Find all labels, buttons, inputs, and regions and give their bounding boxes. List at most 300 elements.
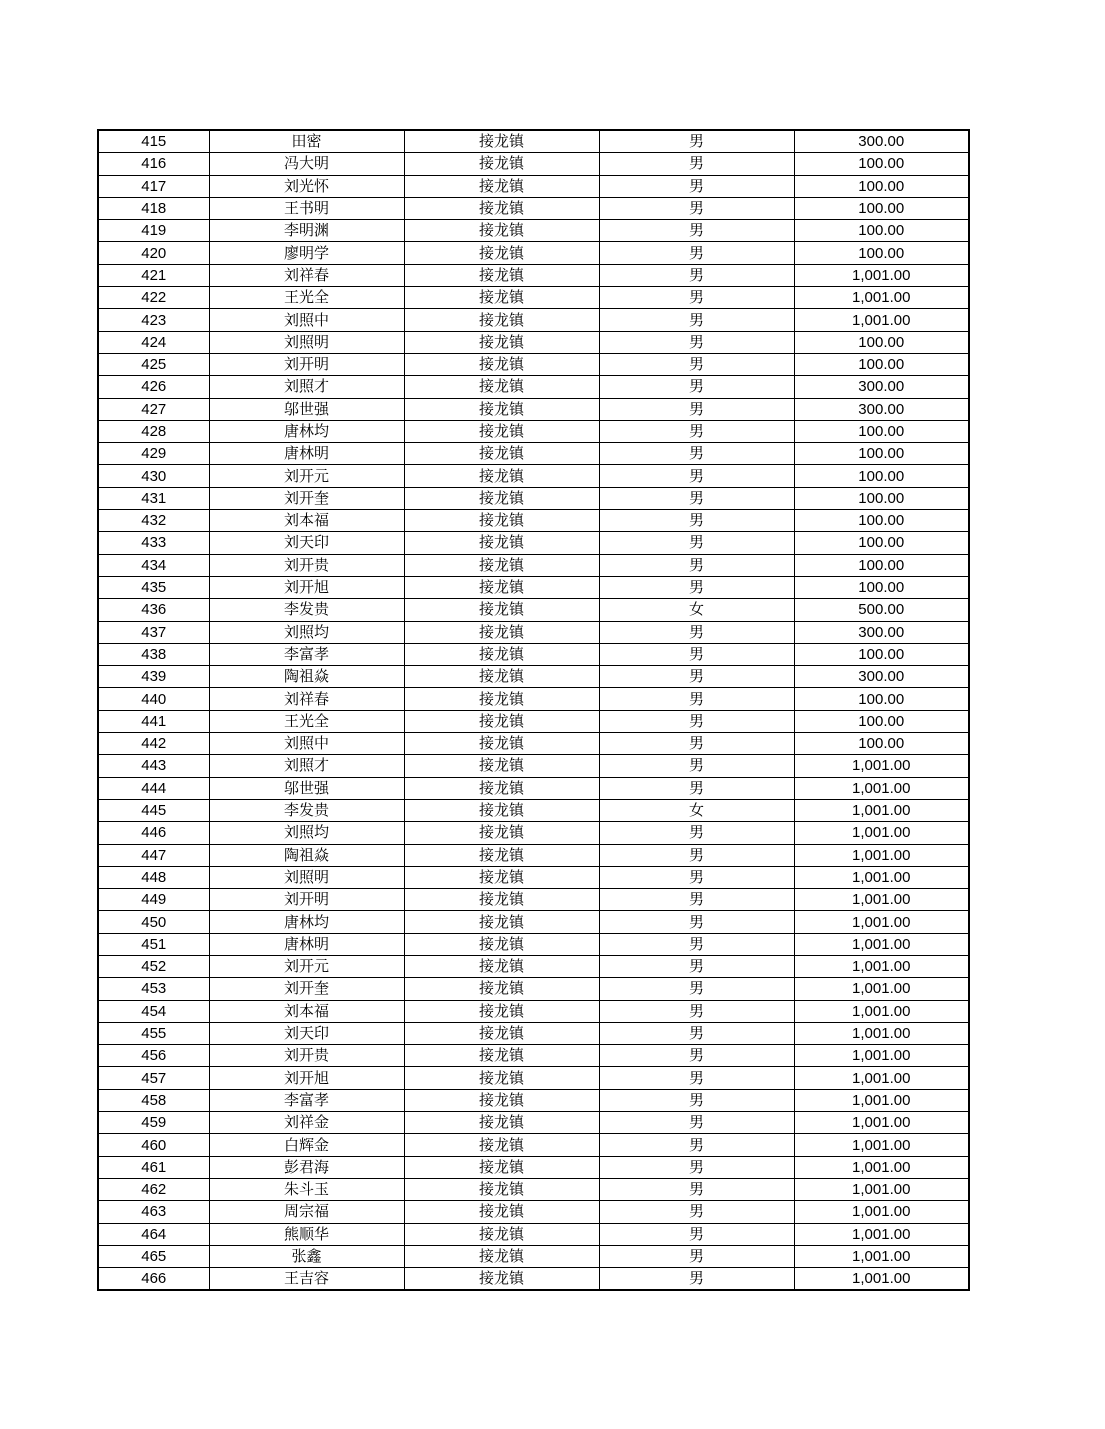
town-cell: 接龙镇 <box>404 309 599 331</box>
name-cell: 刘本福 <box>209 510 404 532</box>
amount-cell: 1,001.00 <box>794 799 969 821</box>
gender-cell: 男 <box>599 733 794 755</box>
name-cell: 冯大明 <box>209 153 404 175</box>
gender-cell: 男 <box>599 175 794 197</box>
name-cell: 刘照明 <box>209 331 404 353</box>
town-cell: 接龙镇 <box>404 264 599 286</box>
name-cell: 田密 <box>209 130 404 153</box>
table-row <box>98 1112 969 1134</box>
name-cell: 刘祥金 <box>209 1112 404 1134</box>
table-row <box>98 844 969 866</box>
town-cell: 接龙镇 <box>404 510 599 532</box>
row-number-cell: 457 <box>98 1067 209 1089</box>
town-cell: 接龙镇 <box>404 1201 599 1223</box>
table-row <box>98 777 969 799</box>
row-number-cell: 434 <box>98 554 209 576</box>
table-row <box>98 1223 969 1245</box>
row-number-cell: 431 <box>98 487 209 509</box>
name-cell: 刘照明 <box>209 866 404 888</box>
gender-cell: 男 <box>599 153 794 175</box>
amount-cell: 100.00 <box>794 532 969 554</box>
row-number-cell: 419 <box>98 220 209 242</box>
town-cell: 接龙镇 <box>404 688 599 710</box>
gender-cell: 男 <box>599 666 794 688</box>
row-number-cell: 420 <box>98 242 209 264</box>
town-cell: 接龙镇 <box>404 175 599 197</box>
town-cell: 接龙镇 <box>404 889 599 911</box>
gender-cell: 男 <box>599 889 794 911</box>
name-cell: 刘照中 <box>209 733 404 755</box>
row-number-cell: 458 <box>98 1089 209 1111</box>
row-number-cell: 462 <box>98 1178 209 1200</box>
table-row <box>98 688 969 710</box>
row-number-cell: 432 <box>98 510 209 532</box>
town-cell: 接龙镇 <box>404 621 599 643</box>
gender-cell: 男 <box>599 532 794 554</box>
gender-cell: 男 <box>599 353 794 375</box>
amount-cell: 1,001.00 <box>794 1000 969 1022</box>
table-row <box>98 822 969 844</box>
amount-cell: 100.00 <box>794 420 969 442</box>
name-cell: 刘照才 <box>209 755 404 777</box>
gender-cell: 男 <box>599 197 794 219</box>
amount-cell: 1,001.00 <box>794 264 969 286</box>
gender-cell: 男 <box>599 710 794 732</box>
row-number-cell: 417 <box>98 175 209 197</box>
gender-cell: 男 <box>599 777 794 799</box>
amount-cell: 300.00 <box>794 130 969 153</box>
name-cell: 李富孝 <box>209 1089 404 1111</box>
town-cell: 接龙镇 <box>404 1089 599 1111</box>
amount-cell: 100.00 <box>794 242 969 264</box>
row-number-cell: 422 <box>98 287 209 309</box>
row-number-cell: 418 <box>98 197 209 219</box>
town-cell: 接龙镇 <box>404 666 599 688</box>
table-row <box>98 220 969 242</box>
gender-cell: 男 <box>599 1268 794 1291</box>
amount-cell: 100.00 <box>794 710 969 732</box>
table-row <box>98 309 969 331</box>
table-row <box>98 242 969 264</box>
town-cell: 接龙镇 <box>404 398 599 420</box>
amount-cell: 1,001.00 <box>794 822 969 844</box>
gender-cell: 男 <box>599 1000 794 1022</box>
name-cell: 刘开奎 <box>209 487 404 509</box>
gender-cell: 男 <box>599 688 794 710</box>
town-cell: 接龙镇 <box>404 554 599 576</box>
row-number-cell: 447 <box>98 844 209 866</box>
name-cell: 刘开元 <box>209 465 404 487</box>
name-cell: 邬世强 <box>209 777 404 799</box>
amount-cell: 1,001.00 <box>794 1268 969 1291</box>
row-number-cell: 451 <box>98 933 209 955</box>
town-cell: 接龙镇 <box>404 1134 599 1156</box>
row-number-cell: 426 <box>98 376 209 398</box>
name-cell: 李明渊 <box>209 220 404 242</box>
row-number-cell: 435 <box>98 576 209 598</box>
name-cell: 刘祥春 <box>209 688 404 710</box>
name-cell: 刘开明 <box>209 889 404 911</box>
name-cell: 刘光怀 <box>209 175 404 197</box>
data-table <box>97 129 970 1291</box>
row-number-cell: 445 <box>98 799 209 821</box>
gender-cell: 男 <box>599 398 794 420</box>
gender-cell: 男 <box>599 465 794 487</box>
town-cell: 接龙镇 <box>404 978 599 1000</box>
amount-cell: 100.00 <box>794 510 969 532</box>
town-cell: 接龙镇 <box>404 287 599 309</box>
gender-cell: 男 <box>599 220 794 242</box>
gender-cell: 男 <box>599 287 794 309</box>
name-cell: 刘开旭 <box>209 1067 404 1089</box>
name-cell: 刘开旭 <box>209 576 404 598</box>
town-cell: 接龙镇 <box>404 242 599 264</box>
table-row <box>98 420 969 442</box>
name-cell: 李发贵 <box>209 599 404 621</box>
name-cell: 张鑫 <box>209 1245 404 1267</box>
amount-cell: 1,001.00 <box>794 955 969 977</box>
amount-cell: 1,001.00 <box>794 866 969 888</box>
table-row <box>98 1045 969 1067</box>
gender-cell: 男 <box>599 621 794 643</box>
table-row <box>98 1067 969 1089</box>
gender-cell: 男 <box>599 955 794 977</box>
table-row <box>98 1022 969 1044</box>
table-row <box>98 264 969 286</box>
table-row <box>98 130 969 153</box>
gender-cell: 男 <box>599 866 794 888</box>
row-number-cell: 425 <box>98 353 209 375</box>
town-cell: 接龙镇 <box>404 353 599 375</box>
name-cell: 白辉金 <box>209 1134 404 1156</box>
amount-cell: 100.00 <box>794 465 969 487</box>
table-row <box>98 755 969 777</box>
amount-cell: 100.00 <box>794 554 969 576</box>
gender-cell: 女 <box>599 799 794 821</box>
gender-cell: 女 <box>599 599 794 621</box>
gender-cell: 男 <box>599 1089 794 1111</box>
amount-cell: 1,001.00 <box>794 777 969 799</box>
town-cell: 接龙镇 <box>404 153 599 175</box>
row-number-cell: 438 <box>98 643 209 665</box>
table-row <box>98 576 969 598</box>
amount-cell: 100.00 <box>794 643 969 665</box>
row-number-cell: 449 <box>98 889 209 911</box>
table-row <box>98 153 969 175</box>
name-cell: 陶祖焱 <box>209 844 404 866</box>
table-row <box>98 353 969 375</box>
name-cell: 王光全 <box>209 287 404 309</box>
amount-cell: 100.00 <box>794 576 969 598</box>
town-cell: 接龙镇 <box>404 1022 599 1044</box>
gender-cell: 男 <box>599 1045 794 1067</box>
town-cell: 接龙镇 <box>404 1156 599 1178</box>
amount-cell: 1,001.00 <box>794 755 969 777</box>
table-row <box>98 733 969 755</box>
table-row <box>98 398 969 420</box>
amount-cell: 1,001.00 <box>794 933 969 955</box>
gender-cell: 男 <box>599 331 794 353</box>
row-number-cell: 423 <box>98 309 209 331</box>
amount-cell: 500.00 <box>794 599 969 621</box>
table-row <box>98 666 969 688</box>
town-cell: 接龙镇 <box>404 933 599 955</box>
town-cell: 接龙镇 <box>404 1245 599 1267</box>
amount-cell: 100.00 <box>794 331 969 353</box>
town-cell: 接龙镇 <box>404 130 599 153</box>
row-number-cell: 427 <box>98 398 209 420</box>
gender-cell: 男 <box>599 554 794 576</box>
name-cell: 刘开贵 <box>209 1045 404 1067</box>
name-cell: 刘祥春 <box>209 264 404 286</box>
name-cell: 刘照均 <box>209 822 404 844</box>
row-number-cell: 460 <box>98 1134 209 1156</box>
table-row <box>98 554 969 576</box>
gender-cell: 男 <box>599 1112 794 1134</box>
name-cell: 王光全 <box>209 710 404 732</box>
row-number-cell: 415 <box>98 130 209 153</box>
amount-cell: 100.00 <box>794 153 969 175</box>
name-cell: 刘本福 <box>209 1000 404 1022</box>
row-number-cell: 439 <box>98 666 209 688</box>
table-row <box>98 889 969 911</box>
table-row <box>98 376 969 398</box>
town-cell: 接龙镇 <box>404 197 599 219</box>
row-number-cell: 448 <box>98 866 209 888</box>
town-cell: 接龙镇 <box>404 643 599 665</box>
amount-cell: 1,001.00 <box>794 1089 969 1111</box>
row-number-cell: 464 <box>98 1223 209 1245</box>
row-number-cell: 430 <box>98 465 209 487</box>
amount-cell: 1,001.00 <box>794 978 969 1000</box>
name-cell: 朱斗玉 <box>209 1178 404 1200</box>
row-number-cell: 450 <box>98 911 209 933</box>
name-cell: 刘照中 <box>209 309 404 331</box>
gender-cell: 男 <box>599 911 794 933</box>
town-cell: 接龙镇 <box>404 844 599 866</box>
table-row <box>98 911 969 933</box>
amount-cell: 100.00 <box>794 733 969 755</box>
row-number-cell: 453 <box>98 978 209 1000</box>
town-cell: 接龙镇 <box>404 755 599 777</box>
town-cell: 接龙镇 <box>404 220 599 242</box>
name-cell: 刘开奎 <box>209 978 404 1000</box>
town-cell: 接龙镇 <box>404 1223 599 1245</box>
row-number-cell: 443 <box>98 755 209 777</box>
gender-cell: 男 <box>599 1156 794 1178</box>
name-cell: 邬世强 <box>209 398 404 420</box>
row-number-cell: 463 <box>98 1201 209 1223</box>
amount-cell: 1,001.00 <box>794 1134 969 1156</box>
town-cell: 接龙镇 <box>404 799 599 821</box>
amount-cell: 300.00 <box>794 376 969 398</box>
row-number-cell: 441 <box>98 710 209 732</box>
amount-cell: 300.00 <box>794 666 969 688</box>
table-row <box>98 978 969 1000</box>
table-row <box>98 1156 969 1178</box>
gender-cell: 男 <box>599 1245 794 1267</box>
table-row <box>98 1245 969 1267</box>
row-number-cell: 444 <box>98 777 209 799</box>
name-cell: 李发贵 <box>209 799 404 821</box>
name-cell: 唐林明 <box>209 443 404 465</box>
table-row <box>98 1268 969 1291</box>
town-cell: 接龙镇 <box>404 576 599 598</box>
name-cell: 彭君海 <box>209 1156 404 1178</box>
gender-cell: 男 <box>599 1223 794 1245</box>
table-row <box>98 1178 969 1200</box>
amount-cell: 100.00 <box>794 175 969 197</box>
gender-cell: 男 <box>599 487 794 509</box>
town-cell: 接龙镇 <box>404 822 599 844</box>
town-cell: 接龙镇 <box>404 1178 599 1200</box>
table-row <box>98 443 969 465</box>
table-row <box>98 710 969 732</box>
name-cell: 唐林明 <box>209 933 404 955</box>
gender-cell: 男 <box>599 420 794 442</box>
table-row <box>98 1134 969 1156</box>
town-cell: 接龙镇 <box>404 443 599 465</box>
town-cell: 接龙镇 <box>404 777 599 799</box>
amount-cell: 1,001.00 <box>794 309 969 331</box>
gender-cell: 男 <box>599 1067 794 1089</box>
gender-cell: 男 <box>599 1178 794 1200</box>
row-number-cell: 465 <box>98 1245 209 1267</box>
table-row <box>98 510 969 532</box>
amount-cell: 100.00 <box>794 487 969 509</box>
table-row <box>98 1201 969 1223</box>
town-cell: 接龙镇 <box>404 376 599 398</box>
name-cell: 唐林均 <box>209 911 404 933</box>
name-cell: 刘天印 <box>209 1022 404 1044</box>
row-number-cell: 429 <box>98 443 209 465</box>
table-row <box>98 287 969 309</box>
gender-cell: 男 <box>599 755 794 777</box>
row-number-cell: 442 <box>98 733 209 755</box>
town-cell: 接龙镇 <box>404 420 599 442</box>
name-cell: 王书明 <box>209 197 404 219</box>
row-number-cell: 440 <box>98 688 209 710</box>
row-number-cell: 454 <box>98 1000 209 1022</box>
table-body <box>98 130 969 1290</box>
amount-cell: 100.00 <box>794 220 969 242</box>
town-cell: 接龙镇 <box>404 599 599 621</box>
amount-cell: 1,001.00 <box>794 1178 969 1200</box>
table-row <box>98 955 969 977</box>
table-row <box>98 197 969 219</box>
amount-cell: 1,001.00 <box>794 1022 969 1044</box>
town-cell: 接龙镇 <box>404 331 599 353</box>
gender-cell: 男 <box>599 643 794 665</box>
name-cell: 周宗福 <box>209 1201 404 1223</box>
amount-cell: 100.00 <box>794 353 969 375</box>
amount-cell: 1,001.00 <box>794 844 969 866</box>
amount-cell: 1,001.00 <box>794 1156 969 1178</box>
gender-cell: 男 <box>599 1134 794 1156</box>
gender-cell: 男 <box>599 978 794 1000</box>
amount-cell: 300.00 <box>794 621 969 643</box>
amount-cell: 100.00 <box>794 197 969 219</box>
gender-cell: 男 <box>599 264 794 286</box>
name-cell: 刘照均 <box>209 621 404 643</box>
town-cell: 接龙镇 <box>404 710 599 732</box>
town-cell: 接龙镇 <box>404 1000 599 1022</box>
table-row <box>98 487 969 509</box>
gender-cell: 男 <box>599 376 794 398</box>
amount-cell: 1,001.00 <box>794 1112 969 1134</box>
row-number-cell: 446 <box>98 822 209 844</box>
amount-cell: 1,001.00 <box>794 1245 969 1267</box>
table-row <box>98 532 969 554</box>
table-row <box>98 175 969 197</box>
table-row <box>98 1089 969 1111</box>
town-cell: 接龙镇 <box>404 1112 599 1134</box>
row-number-cell: 436 <box>98 599 209 621</box>
row-number-cell: 424 <box>98 331 209 353</box>
name-cell: 刘开明 <box>209 353 404 375</box>
gender-cell: 男 <box>599 822 794 844</box>
row-number-cell: 461 <box>98 1156 209 1178</box>
amount-cell: 1,001.00 <box>794 1067 969 1089</box>
gender-cell: 男 <box>599 576 794 598</box>
town-cell: 接龙镇 <box>404 465 599 487</box>
amount-cell: 300.00 <box>794 398 969 420</box>
name-cell: 李富孝 <box>209 643 404 665</box>
name-cell: 刘天印 <box>209 532 404 554</box>
gender-cell: 男 <box>599 443 794 465</box>
town-cell: 接龙镇 <box>404 1045 599 1067</box>
gender-cell: 男 <box>599 933 794 955</box>
name-cell: 熊顺华 <box>209 1223 404 1245</box>
town-cell: 接龙镇 <box>404 487 599 509</box>
row-number-cell: 433 <box>98 532 209 554</box>
gender-cell: 男 <box>599 1201 794 1223</box>
town-cell: 接龙镇 <box>404 955 599 977</box>
amount-cell: 100.00 <box>794 688 969 710</box>
name-cell: 陶祖焱 <box>209 666 404 688</box>
gender-cell: 男 <box>599 510 794 532</box>
table-row <box>98 643 969 665</box>
town-cell: 接龙镇 <box>404 733 599 755</box>
name-cell: 刘开元 <box>209 955 404 977</box>
table-row <box>98 599 969 621</box>
row-number-cell: 455 <box>98 1022 209 1044</box>
amount-cell: 1,001.00 <box>794 1223 969 1245</box>
table-row <box>98 933 969 955</box>
table-row <box>98 1000 969 1022</box>
name-cell: 刘开贵 <box>209 554 404 576</box>
amount-cell: 1,001.00 <box>794 1201 969 1223</box>
table-row <box>98 621 969 643</box>
row-number-cell: 428 <box>98 420 209 442</box>
row-number-cell: 466 <box>98 1268 209 1291</box>
name-cell: 唐林均 <box>209 420 404 442</box>
amount-cell: 100.00 <box>794 443 969 465</box>
amount-cell: 1,001.00 <box>794 889 969 911</box>
table-row <box>98 799 969 821</box>
gender-cell: 男 <box>599 844 794 866</box>
amount-cell: 1,001.00 <box>794 287 969 309</box>
gender-cell: 男 <box>599 242 794 264</box>
name-cell: 王吉容 <box>209 1268 404 1291</box>
town-cell: 接龙镇 <box>404 1268 599 1291</box>
amount-cell: 1,001.00 <box>794 1045 969 1067</box>
name-cell: 廖明学 <box>209 242 404 264</box>
gender-cell: 男 <box>599 1022 794 1044</box>
row-number-cell: 459 <box>98 1112 209 1134</box>
table-row <box>98 331 969 353</box>
town-cell: 接龙镇 <box>404 911 599 933</box>
